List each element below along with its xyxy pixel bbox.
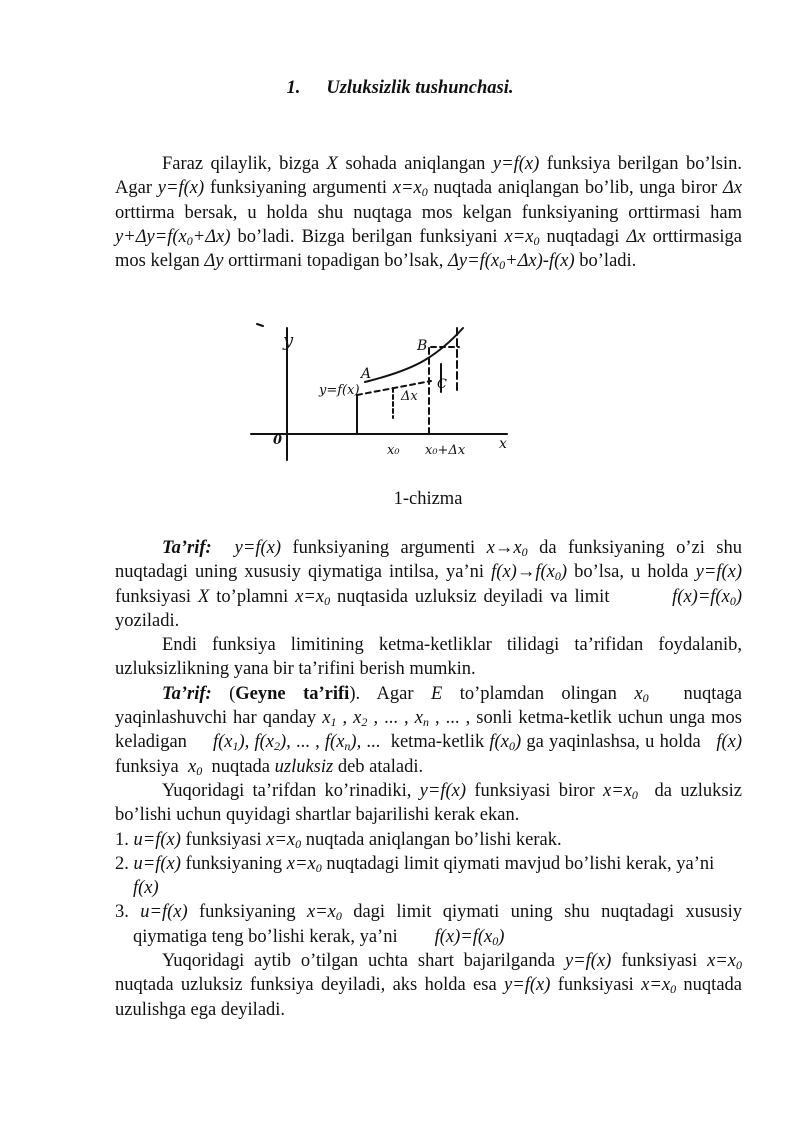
delta-x-label: Δx: [401, 389, 418, 404]
top-mark: [257, 324, 263, 326]
paragraph-definition-1: Ta’rif: y=f(x) funksiyaning argumenti $x\to x_0$ da funksiyaning o’zi shu nuqtadagi uning xususiy qiymatiga intilsa, ya’ni $f(x)\to f(x_0)$ bo’lsa, u holda y=f(x) funksiyasi X to’plamni $x=x_0$ nuqtasida uzluksiz deyiladi va limit $f(x)=f(x_0)$ yoziladi.: [115, 538, 742, 631]
condition-1: 1. u=f(x) funksiyasi $x=x_0$ nuqtada aniqlangan bo’lishi kerak.: [115, 829, 562, 851]
section-heading: [0, 78, 800, 99]
section-title: Uzluksizlik tushunchasi.: [326, 78, 514, 98]
intro-paragraph-block: [115, 152, 742, 273]
paragraph-definition-heine: Ta’rif: (Geyne ta’rifi). Agar E to’plamdan olingan $x_0$ nuqtaga yaqinlashuvchi har qanday $x_1$ , $x_2$ , ... , $x_n$ , ... , sonli ketma-ketlik uchun unga mos keladigan $f(x_1)$, $f(x_2)$, ... , $f(x_n)$, ... ketma-ketlik $f(x_0)$ ga yaqinlashsa, u holda f(x) funksiya $x_0$ nuqtada uzluksiz deb ataladi.: [115, 683, 743, 778]
y-axis-label: y: [283, 330, 294, 351]
paragraph-sequence-intro: Endi funksiya limitining ketma-ketliklar tilidagi ta’rifidan foydalanib, uzluksizlikning yana bir ta’rifini berish mumkin.: [115, 635, 742, 680]
condition-2: 2. u=f(x) funksiyaning $x=x_0$ nuqtadagi limit qiymati mavjud bo’lishi kerak, ya’ni f(x): [115, 853, 743, 899]
x0-label: x₀: [387, 443, 400, 458]
x0-plus-dx-label: x₀+Δx: [425, 443, 466, 458]
point-b-label: B: [417, 338, 428, 354]
point-c-label: C: [437, 377, 447, 392]
function-graph-figure: [245, 320, 515, 466]
function-curve: [365, 328, 463, 382]
section-number: 1.: [286, 78, 301, 98]
curve-label: y=f(x): [319, 383, 360, 398]
point-a-label: A: [361, 366, 372, 382]
origin-label: 0: [273, 433, 283, 448]
paragraph-conclusion: Yuqoridagi aytib o’tilgan uchta shart bajarilganda y=f(x) funksiyasi $x=x_0$ nuqtada uzluksiz funksiya deyiladi, aks holda esa y=f(x) funksiyasi $x=x_0$ nuqtada uzulishga ega deyiladi.: [115, 951, 742, 1020]
main-text-block: [115, 536, 742, 1022]
paragraph-intro: Faraz qilaylik, bizga X sohada aniqlangan y=f(x) funksiya berilgan bo’lsin. Agar y=f(x) funksiyaning argumenti $x=x_0$ nuqtada aniqlangan bo’lib, unga biror Δx orttirma bersak, u holda shu nuqtaga mos kelgan funksiyaning orttirmasi ham $y+\Delta y=f(x_0+\Delta x)$ bo’ladi. Bizga berilgan funksiyani $x=x_0$ nuqtadagi Δx orttirmasiga mos kelgan Δy orttirmani topadigan bo’lsak, $\Delta y=f(x_0+\Delta x)-f(x)$ bo’ladi.: [115, 154, 743, 273]
condition-3: 3. u=f(x) funksiyaning $x=x_0$ dagi limit qiymati uning shu nuqtadagi xususiy qiymatiga teng bo’lishi kerak, ya’ni $f(x)=f(x_0)$: [115, 902, 742, 948]
x-axis-label: x: [499, 436, 507, 452]
figure-caption: 1-chizma: [393, 489, 463, 509]
paragraph-conditions-intro: Yuqoridagi ta’rifdan ko’rinadiki, y=f(x) funksiyasi biror $x=x_0$ da uzluksiz bo’lishi uchun quyidagi shartlar bajarilishi kerak ekan.: [115, 780, 742, 826]
